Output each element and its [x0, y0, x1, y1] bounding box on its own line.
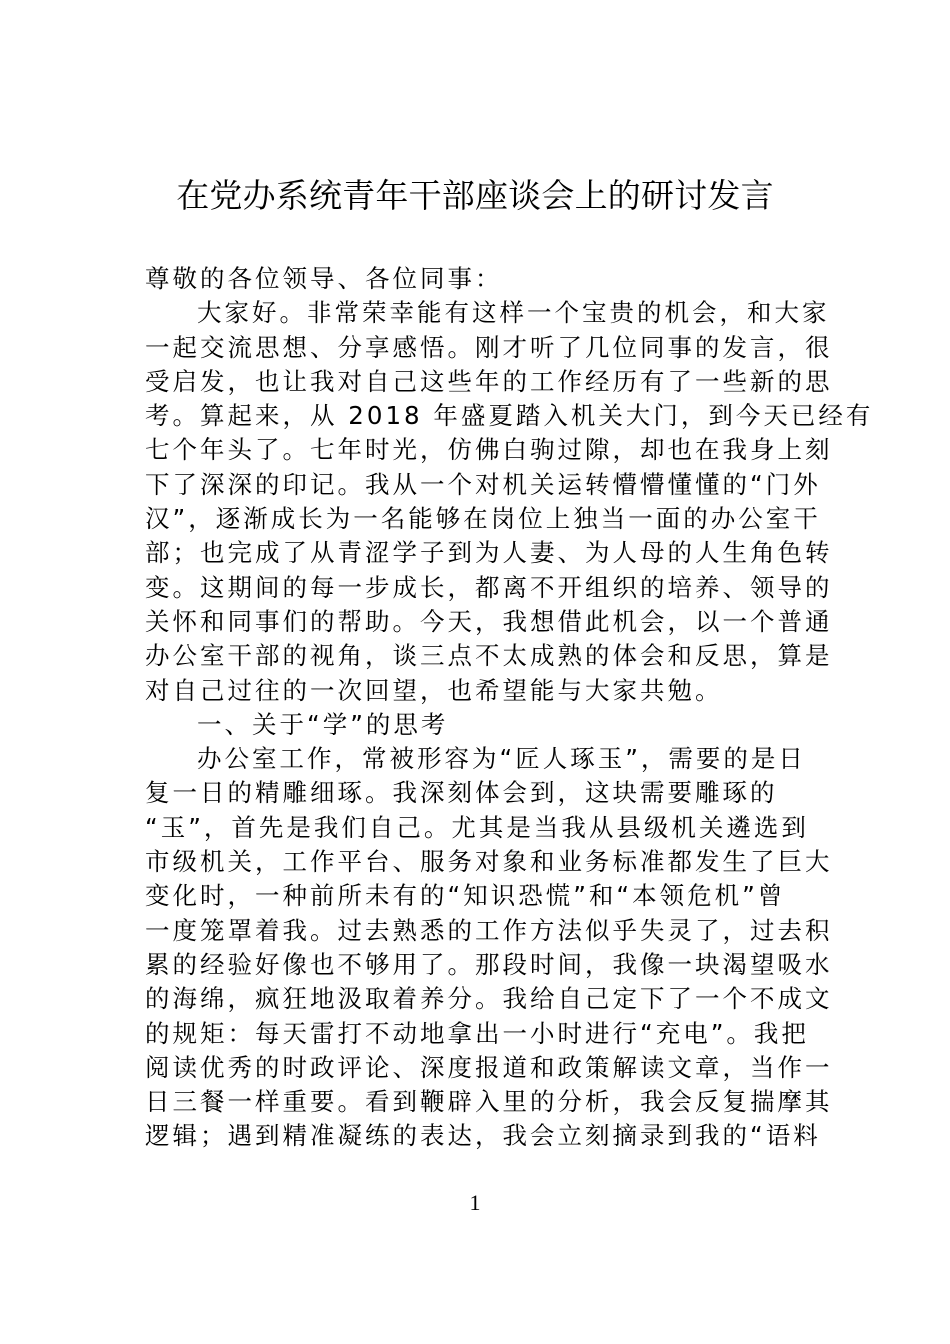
- paragraph-line: 的规矩：每天雷打不动地拿出一小时进行“充电”。我把: [145, 1018, 809, 1048]
- paragraph-line: 复一日的精雕细琢。我深刻体会到，这块需要雕琢的: [145, 778, 778, 808]
- salutation-line: 尊敬的各位领导、各位同事：: [145, 264, 503, 293]
- paragraph-line: 考。算起来，从 2018 年盛夏踏入机关大门，到今天已经有: [145, 401, 874, 431]
- paragraph-line: 累的经验好像也不够用了。那段时间，我像一块渴望吸水: [145, 949, 833, 979]
- paragraph-line: 关怀和同事们的帮助。今天，我想借此机会，以一个普通: [145, 606, 833, 636]
- paragraph-line: 汉”，逐渐成长为一名能够在岗位上独当一面的办公室干: [145, 504, 821, 534]
- paragraph-line: 变化时，一种前所未有的“知识恐慌”和“本领危机”曾: [145, 881, 786, 911]
- paragraph-line: 对自己过往的一次回望，也希望能与大家共勉。: [145, 675, 723, 705]
- paragraph-line: 办公室干部的视角，谈三点不太成熟的体会和反思，算是: [145, 641, 833, 671]
- paragraph-line: 日三餐一样重要。看到鞭辟入里的分析，我会反复揣摩其: [145, 1087, 833, 1117]
- paragraph-line: 受启发，也让我对自己这些年的工作经历有了一些新的思: [145, 366, 833, 396]
- document-body: [145, 262, 874, 1154]
- paragraph-line: 逻辑；遇到精准凝练的表达，我会立刻摘录到我的“语料: [145, 1121, 821, 1151]
- paragraph-line: 变。这期间的每一步成长，都离不开组织的培养、领导的: [145, 572, 833, 602]
- paragraph-line: “玉”，首先是我们自己。尤其是当我从县级机关遴选到: [145, 812, 809, 842]
- paragraph-line: 市级机关，工作平台、服务对象和业务标准都发生了巨大: [145, 847, 833, 877]
- paragraph-line: 七个年头了。七年时光，仿佛白驹过隙，却也在我身上刻: [145, 435, 833, 465]
- paragraph-line: 部；也完成了从青涩学子到为人妻、为人母的人生角色转: [145, 538, 833, 568]
- paragraph-line: 办公室工作，常被形容为“匠人琢玉”，需要的是日: [197, 744, 806, 774]
- paragraph-line: 大家好。非常荣幸能有这样一个宝贵的机会，和大家: [197, 298, 830, 328]
- document-title: 在党办系统青年干部座谈会上的研讨发言: [176, 176, 774, 215]
- paragraph-line: 下了深深的印记。我从一个对机关运转懵懵懂懂的“门外: [145, 469, 821, 499]
- paragraph-line: 的海绵，疯狂地汲取着养分。我给自己定下了一个不成文: [145, 984, 833, 1014]
- paragraph-line: 一度笼罩着我。过去熟悉的工作方法似乎失灵了，过去积: [145, 915, 833, 945]
- page-number: 1: [469, 1190, 481, 1215]
- paragraph-line: 阅读优秀的时政评论、深度报道和政策解读文章，当作一: [145, 1052, 833, 1082]
- section-heading: 一、关于“学”的思考: [197, 709, 449, 739]
- paragraph-line: 一起交流思想、分享感悟。刚才听了几位同事的发言，很: [145, 332, 833, 362]
